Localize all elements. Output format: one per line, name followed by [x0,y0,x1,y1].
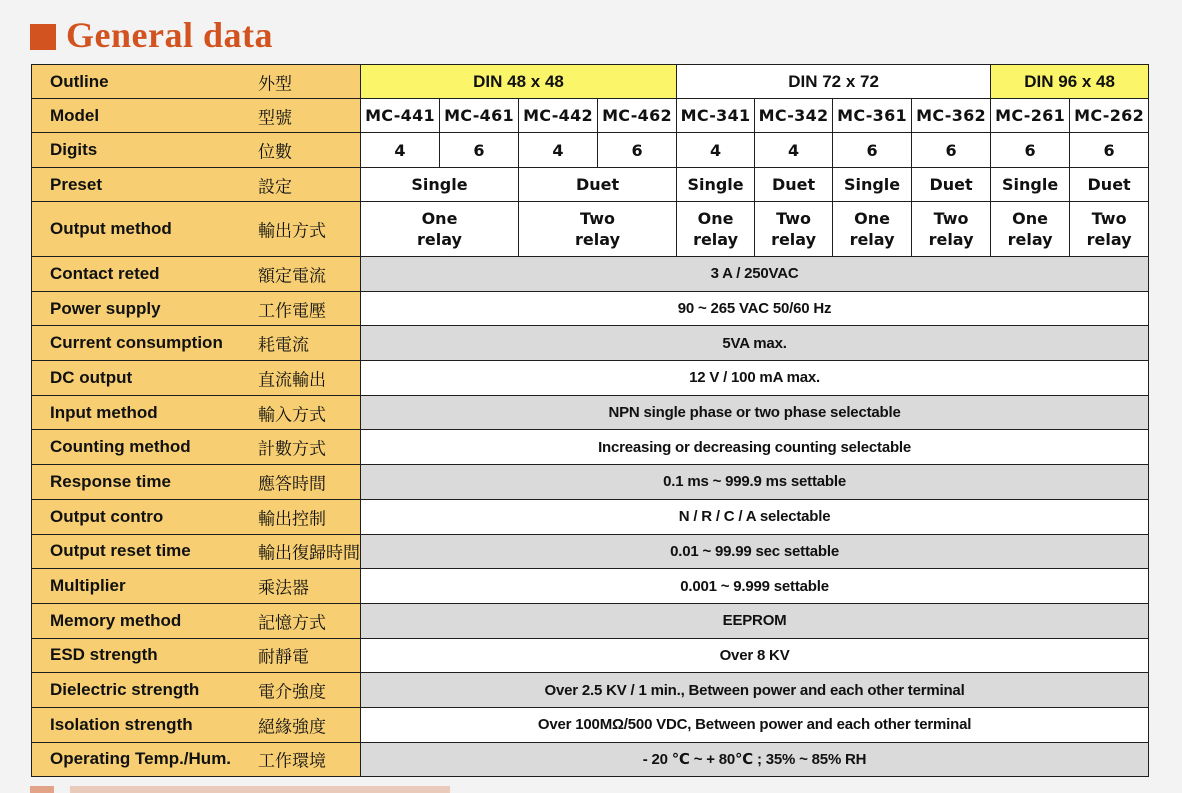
row-label [32,707,361,742]
spec-value: 0.1 ms ~ 999.9 ms settable [361,465,1149,500]
output-line: relay [771,230,817,249]
model-row [32,99,1149,133]
row-label [32,673,361,708]
next-section-heading-fragment [30,786,450,793]
spec-value: 12 V / 100 mA max. [361,361,1149,396]
output-line: Two [933,209,969,228]
label-en: ESD strength [50,645,158,665]
label-en: Model [50,105,100,125]
model-cell: MC-341 [677,99,755,133]
model-cell: MC-261 [991,99,1070,133]
output-line: Two [580,209,615,228]
label-zh: 耗電流 [258,335,309,355]
title-square-icon [30,24,56,50]
spec-value: 90 ~ 265 VAC 50/60 Hz [361,291,1149,326]
label-zh: 工作環境 [258,751,326,771]
row-label [32,465,361,500]
row-label [32,291,361,326]
digits-cell: 6 [912,133,991,168]
label-zh: 計數方式 [258,439,326,459]
outline-group: DIN 72 x 72 [677,65,991,99]
output-method-cell [833,202,912,257]
section-title [30,14,273,56]
label-en: Memory method [50,610,182,630]
model-cell: MC-361 [833,99,912,133]
label-zh: 位數 [258,142,292,162]
model-cell: MC-441 [361,99,440,133]
label-zh: 應答時間 [258,474,326,494]
label-zh: 乘法器 [258,578,309,598]
output-line: relay [417,230,462,249]
spec-value: 3 A / 250VAC [361,257,1149,292]
row-label [32,133,361,168]
row-label [32,742,361,777]
output-method-row [32,202,1149,257]
digits-cell: 4 [361,133,440,168]
preset-cell: Duet [912,168,991,202]
label-en: Response time [50,471,171,491]
digits-cell: 6 [440,133,519,168]
digits-cell: 6 [598,133,677,168]
label-en: Multiplier [50,576,126,596]
output-line: One [854,209,890,228]
row-label [32,603,361,638]
model-cell: MC-442 [519,99,598,133]
row-label [32,569,361,604]
model-cell: MC-461 [440,99,519,133]
output-method-cell [755,202,833,257]
preset-cell: Duet [755,168,833,202]
preset-cell: Single [677,168,755,202]
label-zh: 額定電流 [258,266,326,286]
output-line: Two [1091,209,1127,228]
output-line: relay [1086,230,1132,249]
spec-value: Over 100MΩ/500 VDC, Between power and each other terminal [361,707,1149,742]
model-cell: MC-462 [598,99,677,133]
digits-cell: 4 [755,133,833,168]
digits-cell: 6 [1070,133,1149,168]
digits-cell: 6 [833,133,912,168]
preset-cell: Duet [519,168,677,202]
spec-row [32,569,1149,604]
label-en: Input method [50,402,158,422]
general-data-table [31,64,1149,777]
label-zh: 絕緣強度 [258,717,326,737]
label-zh: 輸出方式 [258,221,326,241]
row-label [32,257,361,292]
label-zh: 輸出復歸時間 [258,543,360,563]
spec-row [32,534,1149,569]
label-zh: 輸入方式 [258,405,326,425]
preset-row [32,168,1149,202]
spec-row [32,673,1149,708]
label-en: Preset [50,174,102,194]
spec-row [32,603,1149,638]
output-method-cell [677,202,755,257]
outline-row [32,65,1149,99]
label-en: Output method [50,219,172,238]
digits-row [32,133,1149,168]
row-label [32,326,361,361]
row-label [32,395,361,430]
outline-group: DIN 48 x 48 [361,65,677,99]
row-label [32,99,361,133]
row-label [32,499,361,534]
spec-rows [32,257,1149,777]
output-method-cell [519,202,677,257]
spec-value: 0.001 ~ 9.999 settable [361,569,1149,604]
label-en: Dielectric strength [50,680,200,700]
preset-cell: Single [833,168,912,202]
label-en: Current consumption [50,333,223,353]
label-en: Power supply [50,298,161,318]
spec-row [32,361,1149,396]
output-method-cell [1070,202,1149,257]
model-cell: MC-362 [912,99,991,133]
spec-value: NPN single phase or two phase selectable [361,395,1149,430]
row-label [32,534,361,569]
label-en: Isolation strength [50,714,193,734]
label-en: Output reset time [50,541,191,561]
spec-value: N / R / C / A selectable [361,499,1149,534]
digits-cell: 6 [991,133,1070,168]
spec-value: 5VA max. [361,326,1149,361]
outline-group: DIN 96 x 48 [991,65,1149,99]
output-line: relay [928,230,974,249]
row-label [32,430,361,465]
label-en: Operating Temp./Hum. [50,749,232,769]
output-line: Two [776,209,812,228]
label-zh: 輸出控制 [258,509,326,529]
row-label [32,638,361,673]
digits-cell: 4 [677,133,755,168]
section-title-text: General data [66,15,273,55]
spec-row [32,395,1149,430]
spec-row [32,257,1149,292]
output-method-cell [912,202,991,257]
spec-value: EEPROM [361,603,1149,638]
row-label [32,65,361,99]
spec-row [32,465,1149,500]
preset-cell: Single [991,168,1070,202]
label-en: Counting method [50,437,191,457]
output-line: relay [575,230,620,249]
row-label [32,168,361,202]
output-line: relay [1007,230,1053,249]
label-zh: 記憶方式 [258,613,326,633]
model-cell: MC-342 [755,99,833,133]
label-zh: 耐靜電 [258,647,309,667]
spec-value: Over 2.5 KV / 1 min., Between power and each other terminal [361,673,1149,708]
output-line: One [1012,209,1049,228]
model-cell: MC-262 [1070,99,1149,133]
spec-value: Increasing or decreasing counting selectable [361,430,1149,465]
label-zh: 型號 [258,108,292,127]
preset-cell: Duet [1070,168,1149,202]
label-zh: 外型 [258,74,292,93]
spec-row [32,326,1149,361]
spec-row [32,499,1149,534]
spec-value: - 20 ℃ ~ + 80℃ ; 35% ~ 85% RH [361,742,1149,777]
label-zh: 工作電壓 [258,301,326,321]
spec-row [32,707,1149,742]
label-zh: 電介強度 [258,682,326,702]
row-label [32,361,361,396]
label-en: DC output [50,367,133,387]
output-line: relay [693,230,739,249]
label-en: Digits [50,140,98,159]
label-en: Contact reted [50,263,160,283]
digits-cell: 4 [519,133,598,168]
label-en: Outline [50,71,109,91]
spec-row [32,638,1149,673]
spec-row [32,291,1149,326]
label-zh: 直流輸出 [258,370,326,390]
output-line: One [421,209,458,228]
spec-value: 0.01 ~ 99.99 sec settable [361,534,1149,569]
output-method-cell [361,202,519,257]
row-label [32,202,361,257]
label-zh: 設定 [258,177,292,196]
output-line: relay [849,230,895,249]
spec-row [32,430,1149,465]
spec-row [32,742,1149,777]
label-en: Output contro [50,506,164,526]
spec-value: Over 8 KV [361,638,1149,673]
output-line: One [697,209,734,228]
preset-cell: Single [361,168,519,202]
output-method-cell [991,202,1070,257]
